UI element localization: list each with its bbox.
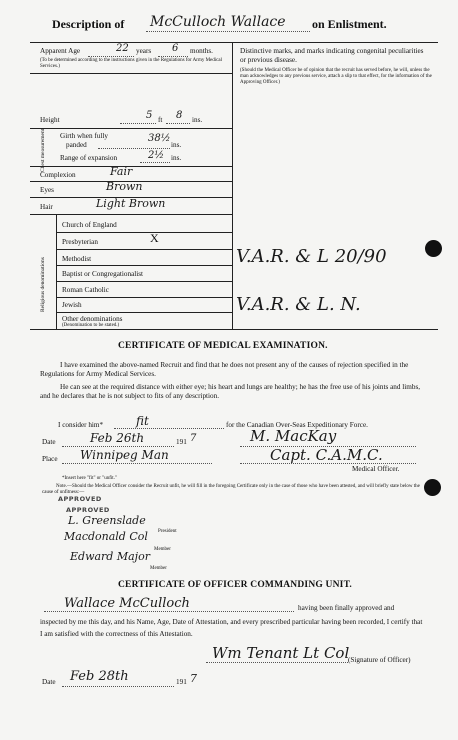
stamp-approved-1: APPROVED <box>58 495 102 503</box>
eyes-label: Eyes <box>40 186 54 194</box>
place-label: Place <box>42 455 58 463</box>
scrawl-president-name: L. Greenslade <box>68 514 146 527</box>
range-label: Range of expansion <box>60 154 118 162</box>
medical-officer-label: Medical Officer. <box>352 465 400 473</box>
religious-denominations-label: Religious denominations <box>40 257 46 312</box>
punch-hole-lower <box>424 479 441 496</box>
commanding-title: CERTIFICATE OF OFFICER COMMANDING UNIT. <box>118 580 352 590</box>
consider-value: fit <box>136 414 149 428</box>
hair-label: Hair <box>40 203 53 211</box>
years-label: years <box>136 47 152 55</box>
complexion-value: Fair <box>110 165 133 178</box>
medical-year-label: 191 <box>176 438 187 446</box>
denom-presbyterian: Presbyterian <box>62 238 98 246</box>
range-value: 2½ <box>148 150 165 161</box>
distinctive-note: (Should the Medical Officer be of opinion that the recruit has served before, he will, unless the man acknowledges to any previous service, attach a slip to that effect, for the information of the Approving Officer.) <box>240 68 432 85</box>
medical-date-value: Feb 26th <box>90 431 145 445</box>
commanding-para-rest: inspected by me this day, and his Name, Age, Date of Attestation, and every prescribed particular having been recorded, I certify that I am satisfied with the correctness of this Attestation. <box>40 618 423 638</box>
footnote-1: *Insert here "fit" or "unfit." <box>62 476 117 481</box>
age-months-value: 6 <box>172 43 179 54</box>
consider-suffix: for the Canadian Over-Seas Expeditionary Force. <box>226 421 368 429</box>
footnote-2: Note.—Should the Medical Officer consider the Recruit unfit, he will fill in the foregoing Certificate only in the case of those who have been attested, and will briefly state below the cause of unfitness:— <box>42 484 420 495</box>
chest-measurement-label: Chest measurement <box>40 128 46 172</box>
distinctive-mark-2: V.A.R. & L. N. <box>236 294 361 315</box>
apparent-age-label: Apparent Age <box>40 47 81 55</box>
height-ft-value: 5 <box>146 110 153 121</box>
age-years-value: 22 <box>116 43 129 54</box>
hair-value: Light Brown <box>96 197 166 210</box>
stamp-approved-2: APPROVED <box>66 506 110 514</box>
commanding-year-value: 7 <box>190 672 197 685</box>
eyes-value: Brown <box>106 180 143 193</box>
months-label: months. <box>190 47 213 55</box>
scrawl-member-1-name: Macdonald Col <box>64 530 148 543</box>
height-label: Height <box>40 116 60 124</box>
header-suffix: on Enlistment. <box>312 17 387 31</box>
denom-jewish: Jewish <box>62 301 82 309</box>
presbyterian-mark: X <box>150 231 159 245</box>
distinctive-mark-1: V.A.R. & L 20/90 <box>236 246 387 267</box>
medical-title: CERTIFICATE OF MEDICAL EXAMINATION. <box>118 341 328 351</box>
medical-signature: M. MacKay <box>250 427 337 445</box>
medical-date-label: Date <box>42 438 56 446</box>
denom-methodist: Methodist <box>62 255 92 263</box>
scrawl-member-2-label: Member <box>150 566 167 571</box>
punch-hole-upper <box>425 240 442 257</box>
medical-year-value: 7 <box>190 433 197 444</box>
scrawl-member-1-label: Member <box>154 547 171 552</box>
commanding-date-label: Date <box>42 678 56 686</box>
denom-note: (Denomination to be stated.) <box>62 323 120 328</box>
distinctive-title: Distinctive marks, and marks indicating congenital peculiarities or previous disease. <box>240 47 424 64</box>
header-prefix: Description of <box>52 17 125 31</box>
scrawl-president-label: President <box>158 529 177 534</box>
girth-label-line2: panded <box>66 141 87 149</box>
medical-signature-rank: Capt. C.A.M.C. <box>270 446 383 464</box>
commanding-date-value: Feb 28th <box>70 669 129 684</box>
ft-label: ft <box>158 116 163 124</box>
denom-baptist: Baptist or Congregationalist <box>62 270 144 278</box>
medical-para-1: I have examined the above-named Recruit and find that he does not present any of the causes of rejection specified in the Regulations for Army Medical Services. <box>40 361 409 378</box>
girth-label-line1: Girth when fully <box>60 132 108 140</box>
enlistment-form-page: Description of McCulloch Wallace on Enlistment. Apparent Age 22 years 6 months. (To be determined according to the instructions given in the Regulations for Army Medical Services.) Height 5 ft 8 ins. Chest measurement Girth when fully panded 38½ ins. Range of expansion 2½ ins. Complexion Fair Eyes Brown Hair Light Brown Religious denominations Church of England Presbyterian X Methodist Baptist or Congregationalist Roman Catholic Jewish Other denominations (Denomination to be stated.) Distinctive marks, and marks indicating congenital peculiarities or previous disease. (Should the Medical Officer be of opinion that the recruit has served before, he will, unless the man acknowledges to any previous service, attach a slip to that effect, for the information of the Approving Officer.) V.A.R. & L 20/90 V.A.R. & L. N. CERTIFICATE OF MEDICAL EXAMINATION. I have examined the above-named Recruit and find that he does not present any of the causes of rejection specified in the Regulations for Army Medical Services. He can see at the required distance with either eye; his heart and lungs are healthy; he has the free use of his joints and limbs, and he declares that he is not subject to fits of any description. I consider him* fit for the Canadian Over-Seas Expeditionary Force. Date Feb 26th 191 7 M. MacKay Place Winnipeg Man Capt. C.A.M.C. Medical Officer. *Insert here "fit" or "unfit." Note.—Should the Medical Officer consider the Recruit unfit, he will fill in the foregoing Certificate only in the case of those who have been attested, and will briefly state below the cause of unfitness:— APPROVED APPROVED L. Greenslade President Macdonald Col Member Edward Major Member CERTIFICATE OF OFFICER COMMANDING UNIT. Wallace McCulloch having been finally approved and inspected by me this day, and his Name, Age, Date of Attestation, and every prescribed particular having been recorded, I certify that I am satisfied with the correctness of this Attestation. Wm Tenant Lt Col (Signature of Officer) Date Feb 28th 191 7 <box>0 0 458 740</box>
commanding-name-value: Wallace McCulloch <box>64 596 190 611</box>
age-note: (To be determined according to the instructions given in the Regulations for Army Medical Services.) <box>40 58 222 69</box>
denom-roman-catholic: Roman Catholic <box>62 286 109 294</box>
scrawl-member-2-name: Edward Major <box>70 550 150 563</box>
medical-para-2: He can see at the required distance with either eye; his heart and lungs are healthy; he has the free use of his joints and limbs, and he declares that he is not subject to fits of any description. <box>40 383 421 400</box>
ins-label: ins. <box>192 116 203 124</box>
height-in-value: 8 <box>176 110 183 121</box>
denom-other: Other denominations <box>62 315 123 323</box>
girth-value: 38½ <box>148 133 171 144</box>
complexion-label: Complexion <box>40 171 76 179</box>
commanding-year-label: 191 <box>176 678 187 686</box>
recruit-name: McCulloch Wallace <box>150 14 286 30</box>
commanding-signature-label: (Signature of Officer) <box>348 656 411 664</box>
commanding-para-start: having been finally approved and <box>298 604 395 612</box>
commanding-signature: Wm Tenant Lt Col <box>212 644 350 662</box>
place-value: Winnipeg Man <box>80 448 169 462</box>
consider-label: I consider him* <box>58 421 104 429</box>
denom-church-of-england: Church of England <box>62 221 117 229</box>
